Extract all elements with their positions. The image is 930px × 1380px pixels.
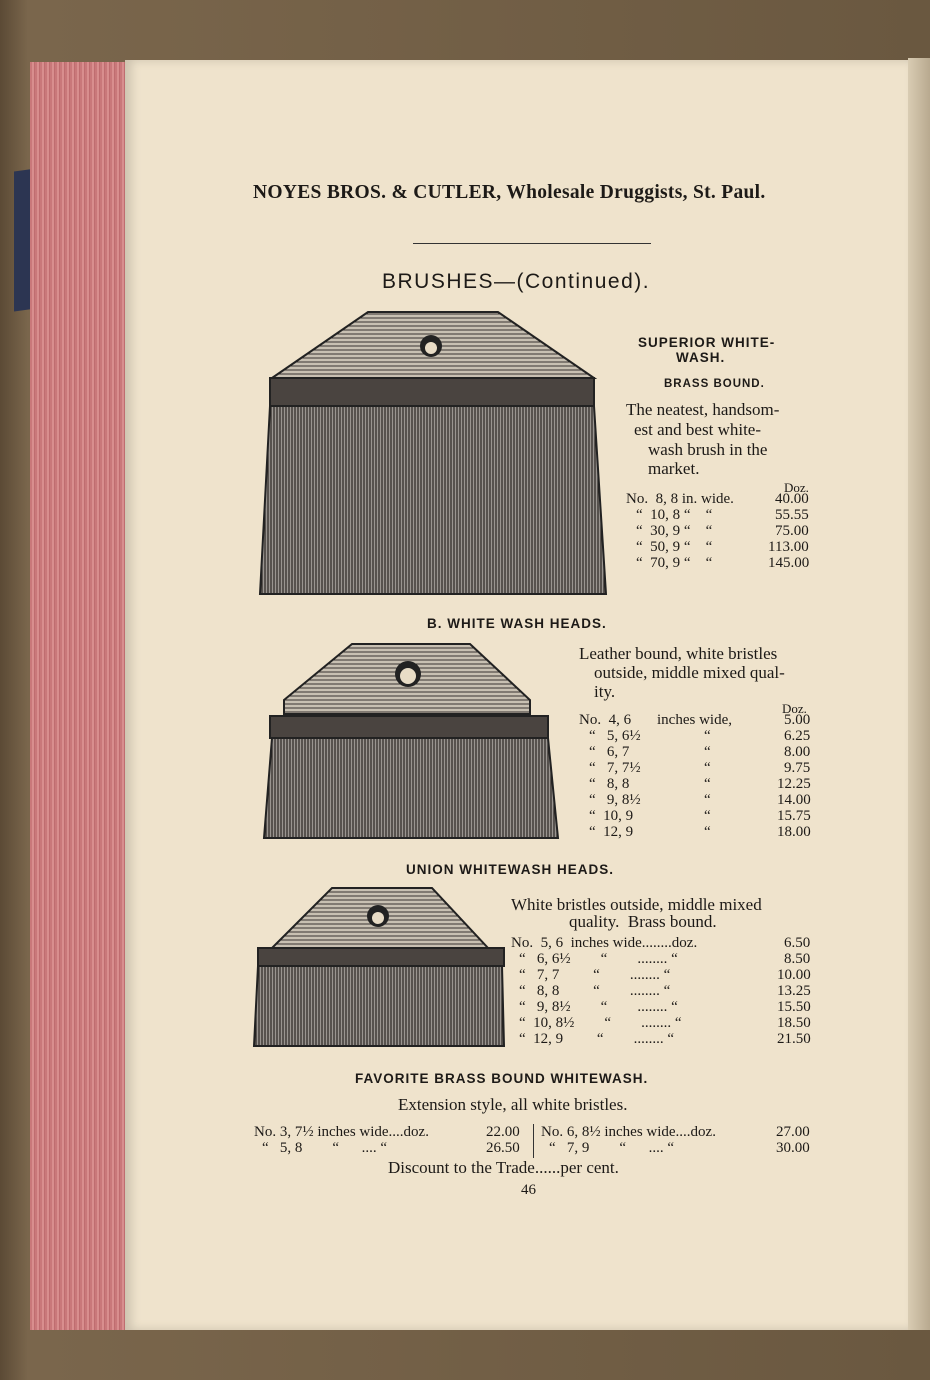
page-header: NOYES BROS. & CUTLER, Wholesale Druggists, St. Paul. xyxy=(253,182,766,203)
union-row-5-price: 18.50 xyxy=(777,1015,811,1031)
bwhite-row-1-price: 6.25 xyxy=(784,728,811,744)
favorite-right-row-1-no: “ 7, 9 “ .... “ xyxy=(549,1140,674,1156)
bwhite-row-6-no: “ 10, 9 xyxy=(589,808,634,824)
bwhite-row-0-mid: inches wide, xyxy=(657,712,732,728)
union-row-4-no: “ 9, 8½ “ ........ “ xyxy=(519,999,678,1015)
favorite-left-row-0-no: No. 3, 7½ inches wide....doz. xyxy=(254,1124,429,1140)
favorite-discount: Discount to the Trade......per cent. xyxy=(388,1158,619,1177)
union-row-2-price: 10.00 xyxy=(777,967,811,983)
header-rule xyxy=(413,243,651,244)
superior-title-1: SUPERIOR WHITE- xyxy=(638,335,776,350)
superior-price-head: Doz. xyxy=(784,480,809,495)
union-row-3-price: 13.25 xyxy=(777,983,811,999)
superior-subtitle: BRASS BOUND. xyxy=(664,378,765,390)
bwhite-row-0-price: 5.00 xyxy=(784,712,811,728)
union-row-6-no: “ 12, 9 “ ........ “ xyxy=(519,1031,674,1047)
bwhite-row-2-mid: “ xyxy=(704,744,711,760)
superior-desc-2: est and best white- xyxy=(634,420,761,439)
bwhite-row-5-mid: “ xyxy=(704,792,711,808)
union-row-2-no: “ 7, 7 “ ........ “ xyxy=(519,967,671,983)
bwhite-row-2-price: 8.00 xyxy=(784,744,811,760)
bwhite-desc-2: outside, middle mixed qual- xyxy=(594,663,785,682)
superior-desc-3: wash brush in the xyxy=(648,440,768,459)
superior-row-2-price: 75.00 xyxy=(775,523,809,539)
favorite-column-divider xyxy=(533,1124,534,1158)
union-desc-2: quality. Brass bound. xyxy=(569,912,717,931)
section-title: BRUSHES—(Continued). xyxy=(382,270,651,293)
superior-desc-4: market. xyxy=(648,459,700,478)
union-row-1-no: “ 6, 6½ “ ........ “ xyxy=(519,951,678,967)
union-row-1-price: 8.50 xyxy=(784,951,811,967)
bwhite-row-4-price: 12.25 xyxy=(777,776,811,792)
superior-row-0-price: 40.00 xyxy=(775,491,809,507)
bwhite-row-7-price: 18.00 xyxy=(777,824,811,840)
union-row-5-no: “ 10, 8½ “ ........ “ xyxy=(519,1015,682,1031)
bwhite-row-1-no: “ 5, 6½ xyxy=(589,728,641,744)
bwhite-row-4-no: “ 8, 8 xyxy=(589,776,630,792)
page-edges xyxy=(30,62,128,1330)
superior-row-4-no: “ 70, 9 “ “ xyxy=(636,555,713,571)
superior-row-4-price: 145.00 xyxy=(768,555,810,571)
bwhite-desc-3: ity. xyxy=(594,682,616,701)
bwhite-row-1-mid: “ xyxy=(704,728,711,744)
next-page-edge xyxy=(908,58,930,1330)
bwhite-row-0-no: No. 4, 6 xyxy=(579,712,632,728)
superior-row-3-price: 113.00 xyxy=(768,539,809,555)
bwhite-price-head: Doz. xyxy=(782,701,807,716)
bwhite-row-7-no: “ 12, 9 xyxy=(589,824,634,840)
union-row-0-no: No. 5, 6 inches wide........doz. xyxy=(511,935,698,951)
bwhite-row-6-price: 15.75 xyxy=(777,808,811,824)
union-title: UNION WHITEWASH HEADS. xyxy=(406,862,615,877)
favorite-right-row-1-price: 30.00 xyxy=(776,1140,810,1156)
bwhite-row-2-no: “ 6, 7 xyxy=(589,744,630,760)
bwhite-row-3-no: “ 7, 7½ xyxy=(589,760,641,776)
union-brush-illustration xyxy=(252,886,508,1048)
favorite-right-row-0-price: 27.00 xyxy=(776,1124,810,1140)
bwhite-row-4-mid: “ xyxy=(704,776,711,792)
favorite-title: FAVORITE BRASS BOUND WHITEWASH. xyxy=(355,1071,649,1086)
favorite-left-row-0-price: 22.00 xyxy=(486,1124,520,1140)
favorite-subtitle: Extension style, all white bristles. xyxy=(398,1095,628,1114)
superior-title-2: WASH. xyxy=(676,350,726,365)
bwhite-row-6-mid: “ xyxy=(704,808,711,824)
superior-row-1-no: “ 10, 8 “ “ xyxy=(636,507,713,523)
superior-row-2-no: “ 30, 9 “ “ xyxy=(636,523,713,539)
bwhite-title: B. WHITE WASH HEADS. xyxy=(427,616,607,631)
union-row-4-price: 15.50 xyxy=(777,999,811,1015)
bwhite-row-3-mid: “ xyxy=(704,760,711,776)
bwhite-brush-illustration xyxy=(262,642,562,842)
favorite-right-row-0-no: No. 6, 8½ inches wide....doz. xyxy=(541,1124,716,1140)
union-row-6-price: 21.50 xyxy=(777,1031,811,1047)
union-row-3-no: “ 8, 8 “ ........ “ xyxy=(519,983,671,999)
favorite-left-row-1-price: 26.50 xyxy=(486,1140,520,1156)
bwhite-row-3-price: 9.75 xyxy=(784,760,811,776)
superior-brush-illustration xyxy=(258,308,610,596)
union-row-0-price: 6.50 xyxy=(784,935,811,951)
superior-row-3-no: “ 50, 9 “ “ xyxy=(636,539,713,555)
union-desc-1: White bristles outside, middle mixed xyxy=(511,895,762,914)
bwhite-desc-1: Leather bound, white bristles xyxy=(579,644,778,663)
favorite-left-row-1-no: “ 5, 8 “ .... “ xyxy=(262,1140,387,1156)
superior-row-1-price: 55.55 xyxy=(775,507,809,523)
page-number: 46 xyxy=(521,1182,536,1198)
superior-row-0-no: No. 8, 8 in. wide. xyxy=(626,491,734,507)
superior-desc-1: The neatest, handsom- xyxy=(626,400,780,419)
bwhite-row-5-no: “ 9, 8½ xyxy=(589,792,641,808)
bwhite-row-7-mid: “ xyxy=(704,824,711,840)
bwhite-row-5-price: 14.00 xyxy=(777,792,811,808)
